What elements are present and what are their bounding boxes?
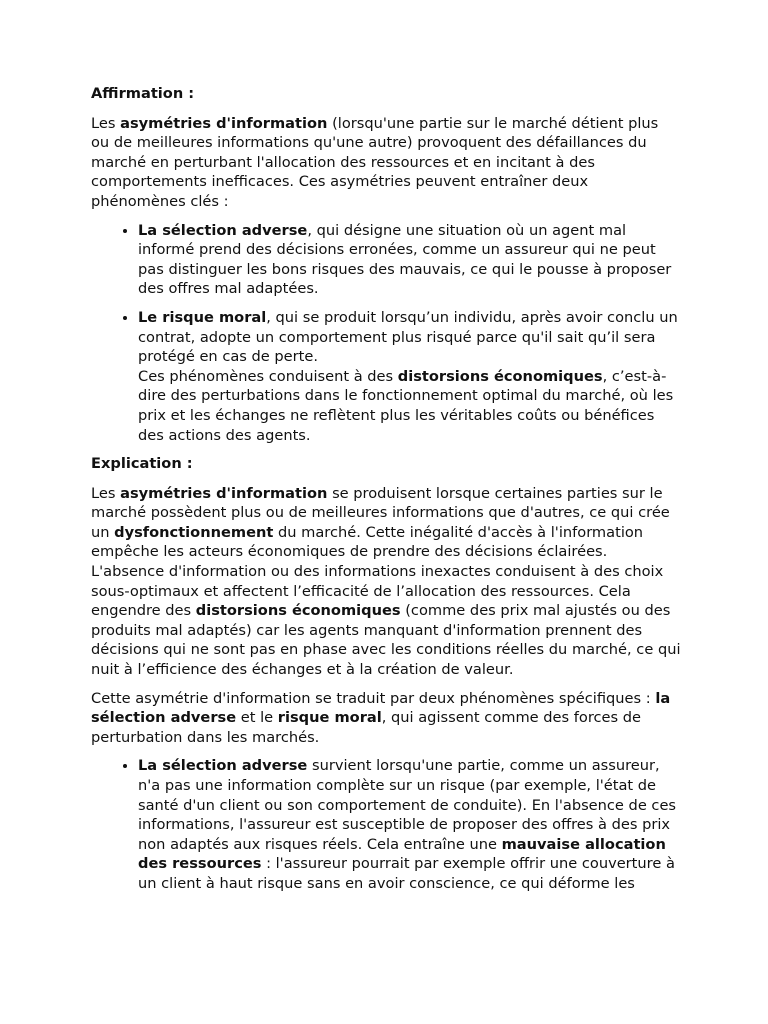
list-item-moral-hazard	[138, 308, 681, 445]
text-run: se produisent lorsque certaines parties sur le marché possèdent plus ou de meilleures informations que d'autres, ce qui crée un	[91, 484, 670, 541]
text-run: et le	[236, 709, 278, 727]
explanation-paragraph-1	[91, 484, 681, 680]
explanation-paragraph-2	[91, 689, 681, 748]
text-run: Cette asymétrie d'information se traduit par deux phénomènes spécifiques :	[91, 689, 656, 707]
list-item-adverse-selection-detail	[138, 756, 681, 893]
text-run: Les	[91, 484, 121, 502]
intro-paragraph	[91, 114, 681, 212]
bold-term: Le risque moral	[138, 308, 267, 326]
heading-affirmation: Affirmation :	[91, 85, 195, 102]
bold-term: La sélection adverse	[138, 221, 308, 239]
heading-explication: Explication :	[91, 455, 193, 473]
text-run: (lorsqu'une partie sur le marché détient plus ou de meilleures informations qu'une autre) provoquent des défaillances du marché en perturbant l'allocation des ressources et en incitant à des comportements inefficaces. Ces asymétries peuvent entraîner deux phénomènes clés :	[91, 114, 659, 210]
text-run: Les	[91, 114, 121, 132]
text-run: , qui désigne une situation où un agent mal informé prend des décisions erronées, comme un assureur qui ne peut pas distinguer les bons risques des mauvais, ce qui le pousse à proposer des offres mal adaptées.	[138, 221, 672, 298]
bold-term: risque moral	[277, 709, 382, 727]
text-run: du marché. Cette inégalité d'accès à l'information empêche les acteurs économiques de prendre des décisions éclairées. L'absence d'information ou des informations inexactes conduisent à des choix sous-optimaux et affectent l’efficacité de l’allocation des ressources. Cela engendre des	[91, 523, 664, 620]
bold-term: distorsions économiques	[397, 367, 603, 385]
document-page	[91, 84, 681, 903]
bold-term: dysfonctionnement	[114, 523, 274, 541]
explanation-list	[91, 756, 681, 893]
text-run: survient lorsqu'une partie, comme un assureur, n'a pas une information complète sur un risque (par exemple, l'état de santé d'un client ou son comportement de conduite). En l'absence de ces informations, l'assureur est susceptible de proposer des offres à des prix non adaptés aux risques réels. Cela entraîne une	[138, 757, 677, 853]
text-run: , qui agissent comme des forces de perturbation dans les marchés.	[91, 709, 642, 746]
key-phenomena-list	[91, 221, 681, 446]
text-run: , qui se produit lorsqu’un individu, après avoir conclu un contrat, adopte un comportement plus risqué parce qu'il sait qu’il sera protégé en cas de perte.	[138, 308, 678, 366]
list-item-adverse-selection	[138, 221, 681, 299]
bold-term: asymétries d'information	[120, 114, 328, 132]
text-run: Ces phénomènes conduisent à des	[138, 367, 398, 385]
bold-term: distorsions économiques	[195, 602, 401, 620]
bold-term: la sélection adverse	[91, 689, 671, 727]
bold-term: La sélection adverse	[138, 757, 308, 775]
text-run: (comme des prix mal ajustés ou des produits mal adaptés) car les agents manquant d'information prennent des décisions qui ne sont pas en phase avec les conditions réelles du marché, ce qui nuit à l’efficience des échanges et à la création de valeur.	[91, 602, 681, 679]
text-run: : l'assureur pourrait par exemple offrir une couverture à un client à haut risque sans en avoir conscience, ce qui déforme les	[138, 855, 675, 892]
bold-term: mauvaise allocation des ressources	[138, 835, 666, 873]
text-run: , c’est-à-dire des perturbations dans le fonctionnement optimal du marché, où les prix et les échanges ne reflètent plus les véritables coûts ou bénéfices des actions des agents.	[138, 367, 674, 444]
bold-term: asymétries d'information	[120, 484, 328, 502]
